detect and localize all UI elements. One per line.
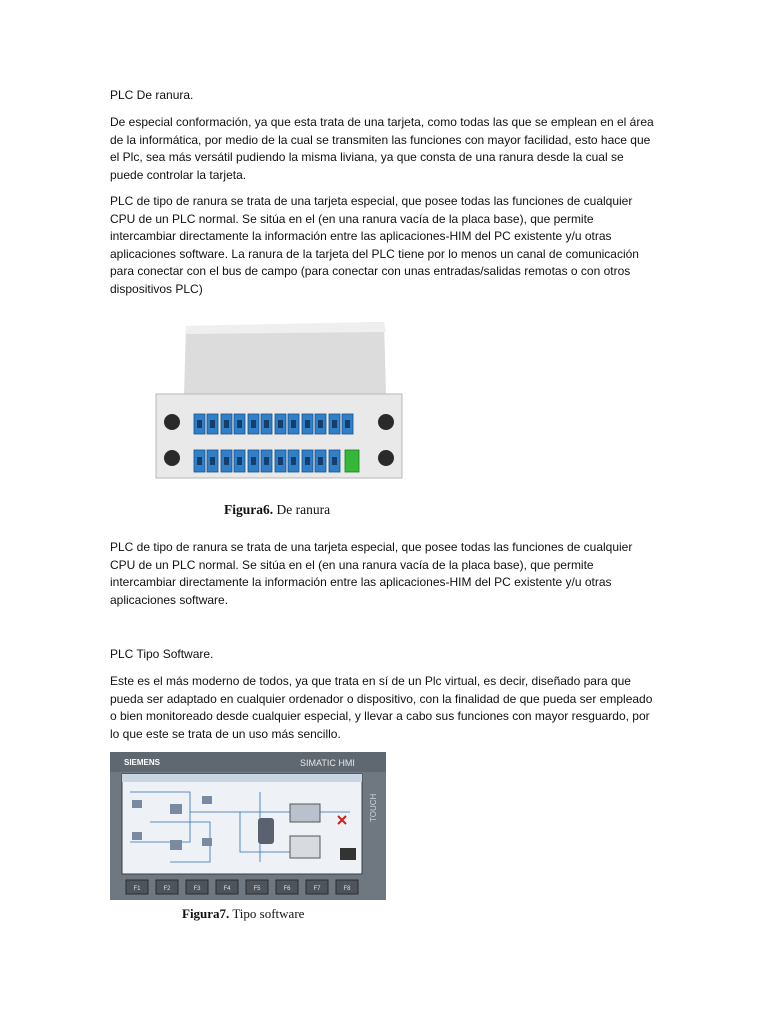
figure6-caption: Figura6. De ranura: [224, 502, 331, 517]
hmi-fkey-label: F3: [193, 886, 201, 892]
hmi-fkey-label: F5: [253, 886, 261, 892]
paragraph-software: Este es el más moderno de todos, ya que trata en sí de un Plc virtual, es decir, diseñado para que pueda ser adaptado en cualquier ordenador o dispositivo, con la finalidad de que pueda ser empleado o bien monitoreado desde cualquier especial, y llevar a cabo sus funciones con mayor resguardo, por lo que este se trata de un uso más sencillo.: [110, 674, 653, 741]
hmi-fkey-label: F6: [283, 886, 291, 892]
paragraph-ranura-detail: PLC de tipo de ranura se trata de una tarjeta especial, que posee todas las funciones de cualquier CPU de un PLC normal. Se sitúa en el (en una ranura vacía de la placa base), que permite intercambiar directamente la información entre las aplicaciones-HIM del PC existente y/u otras aplicaciones software. La ranura de la tarjeta del PLC tiene por lo menos un canal de comunicación para conectar con el bus de campo (para conectar con unas entradas/salidas remotas o con otros dispositivos PLC): [110, 194, 639, 296]
hmi-fkey-label: F7: [313, 886, 321, 892]
hmi-brand: SIEMENS: [124, 758, 161, 767]
hmi-fkey-label: F8: [343, 886, 351, 892]
heading-plc-ranura: PLC De ranura.: [110, 88, 194, 102]
paragraph-ranura-repeat: PLC de tipo de ranura se trata de una tarjeta especial, que posee todas las funciones de cualquier CPU de un PLC normal. Se sitúa en el (en una ranura vacía de la placa base), que permite intercambiar directamente la información entre las aplicaciones-HIM del PC existente y/u otras aplicaciones software.: [110, 540, 633, 607]
hmi-fkey-label: F2: [163, 886, 171, 892]
heading-plc-software: PLC Tipo Software.: [110, 647, 214, 661]
figure-hmi-image: [110, 752, 386, 900]
figure7-caption: Figura7. Tipo software: [182, 906, 305, 921]
hmi-side-label: TOUCH: [369, 793, 378, 822]
hmi-fkey-label: F1: [133, 886, 141, 892]
hmi-product: SIMATIC HMI: [300, 758, 355, 768]
paragraph-ranura-intro: De especial conformación, ya que esta trata de una tarjeta, como todas las que se emplean en el área de la informática, por medio de la cual se transmiten las funciones con mayor facilidad, esto hace que el Plc, sea más versátil pudiendo la misma liviana, ya que consta de una ranura desde la cual se puede controlar la tarjeta.: [110, 115, 654, 182]
figure-plc-ranura-image: [150, 318, 408, 490]
hmi-fkey-label: F4: [223, 886, 231, 892]
